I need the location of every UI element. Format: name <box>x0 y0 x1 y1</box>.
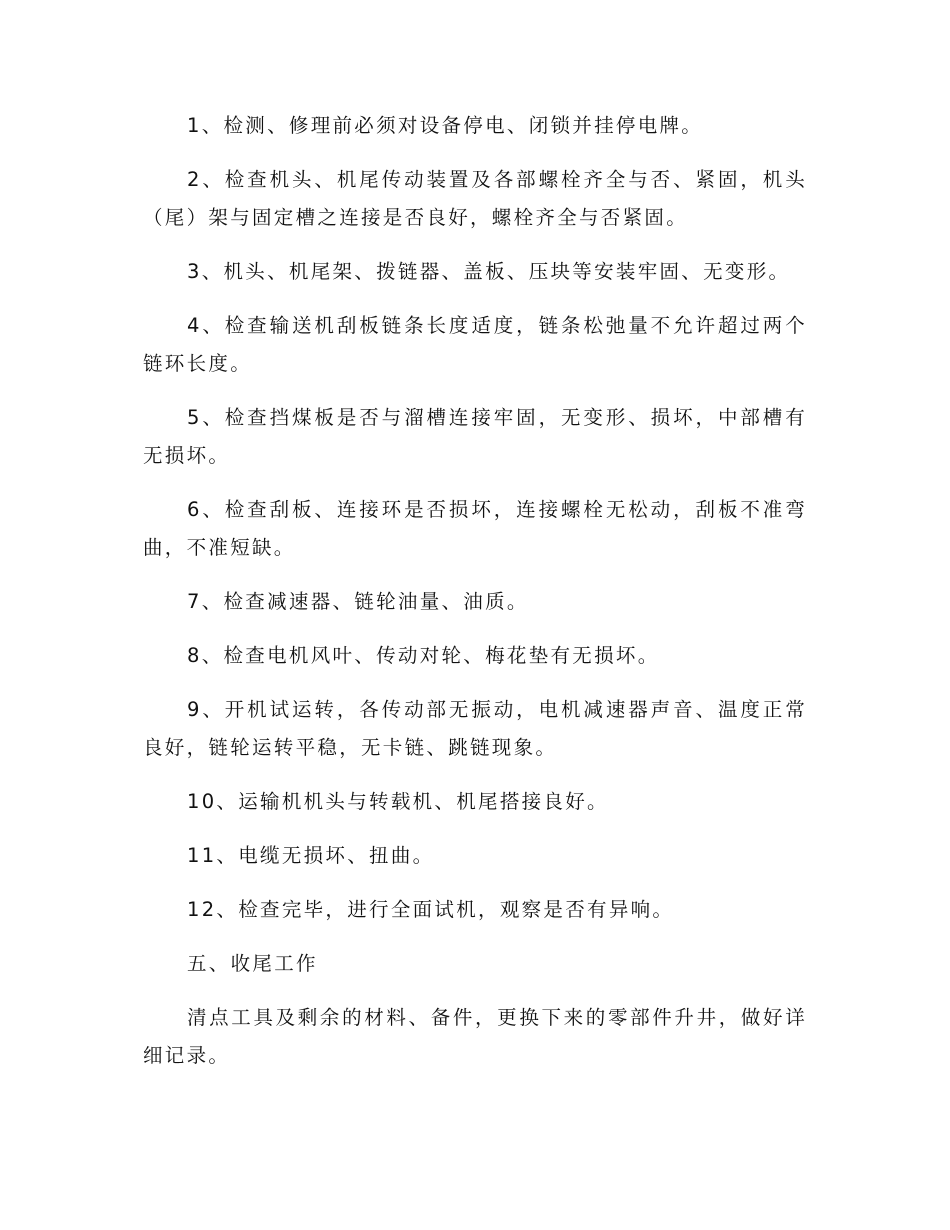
paragraph-12: 12、检查完毕，进行全面试机，观察是否有异响。 <box>187 898 675 921</box>
paragraph-3: 3、机头、机尾架、拨链器、盖板、压块等安装牢固、无变形。 <box>187 260 791 283</box>
paragraph-1: 1、检测、修理前必须对设备停电、闭锁并挂停电牌。 <box>187 114 704 137</box>
paragraph-5: 5、检查挡煤板是否与溜槽连接牢固，无变形、损坏，中部槽有无损坏。 <box>143 406 807 467</box>
paragraph-4: 4、检查输送机刮板链条长度适度，链条松弛量不允许超过两个链环长度。 <box>143 314 807 375</box>
paragraph-8: 8、检查电机风叶、传动对轮、梅花垫有无损坏。 <box>187 644 660 667</box>
paragraph-6: 6、检查刮板、连接环是否损坏，连接螺栓无松动，刮板不准弯曲，不准短缺。 <box>143 498 807 559</box>
paragraph-11: 11、电缆无损坏、扭曲。 <box>187 844 435 867</box>
document-body <box>143 107 807 1091</box>
paragraph-9: 9、开机试运转，各传动部无振动，电机减速器声音、温度正常良好，链轮运转平稳，无卡链、跳链现象。 <box>143 698 807 759</box>
paragraph-wrapup: 清点工具及剩余的材料、备件，更换下来的零部件升井，做好详细记录。 <box>143 1006 807 1067</box>
paragraph-10: 10、运输机机头与转载机、机尾搭接良好。 <box>187 790 609 813</box>
paragraph-7: 7、检查减速器、链轮油量、油质。 <box>187 590 529 613</box>
paragraph-2: 2、检查机头、机尾传动装置及各部螺栓齐全与否、紧固，机头（尾）架与固定槽之连接是否良好，螺栓齐全与否紧固。 <box>143 168 807 229</box>
section-heading-wrapup: 五、收尾工作 <box>187 952 318 975</box>
